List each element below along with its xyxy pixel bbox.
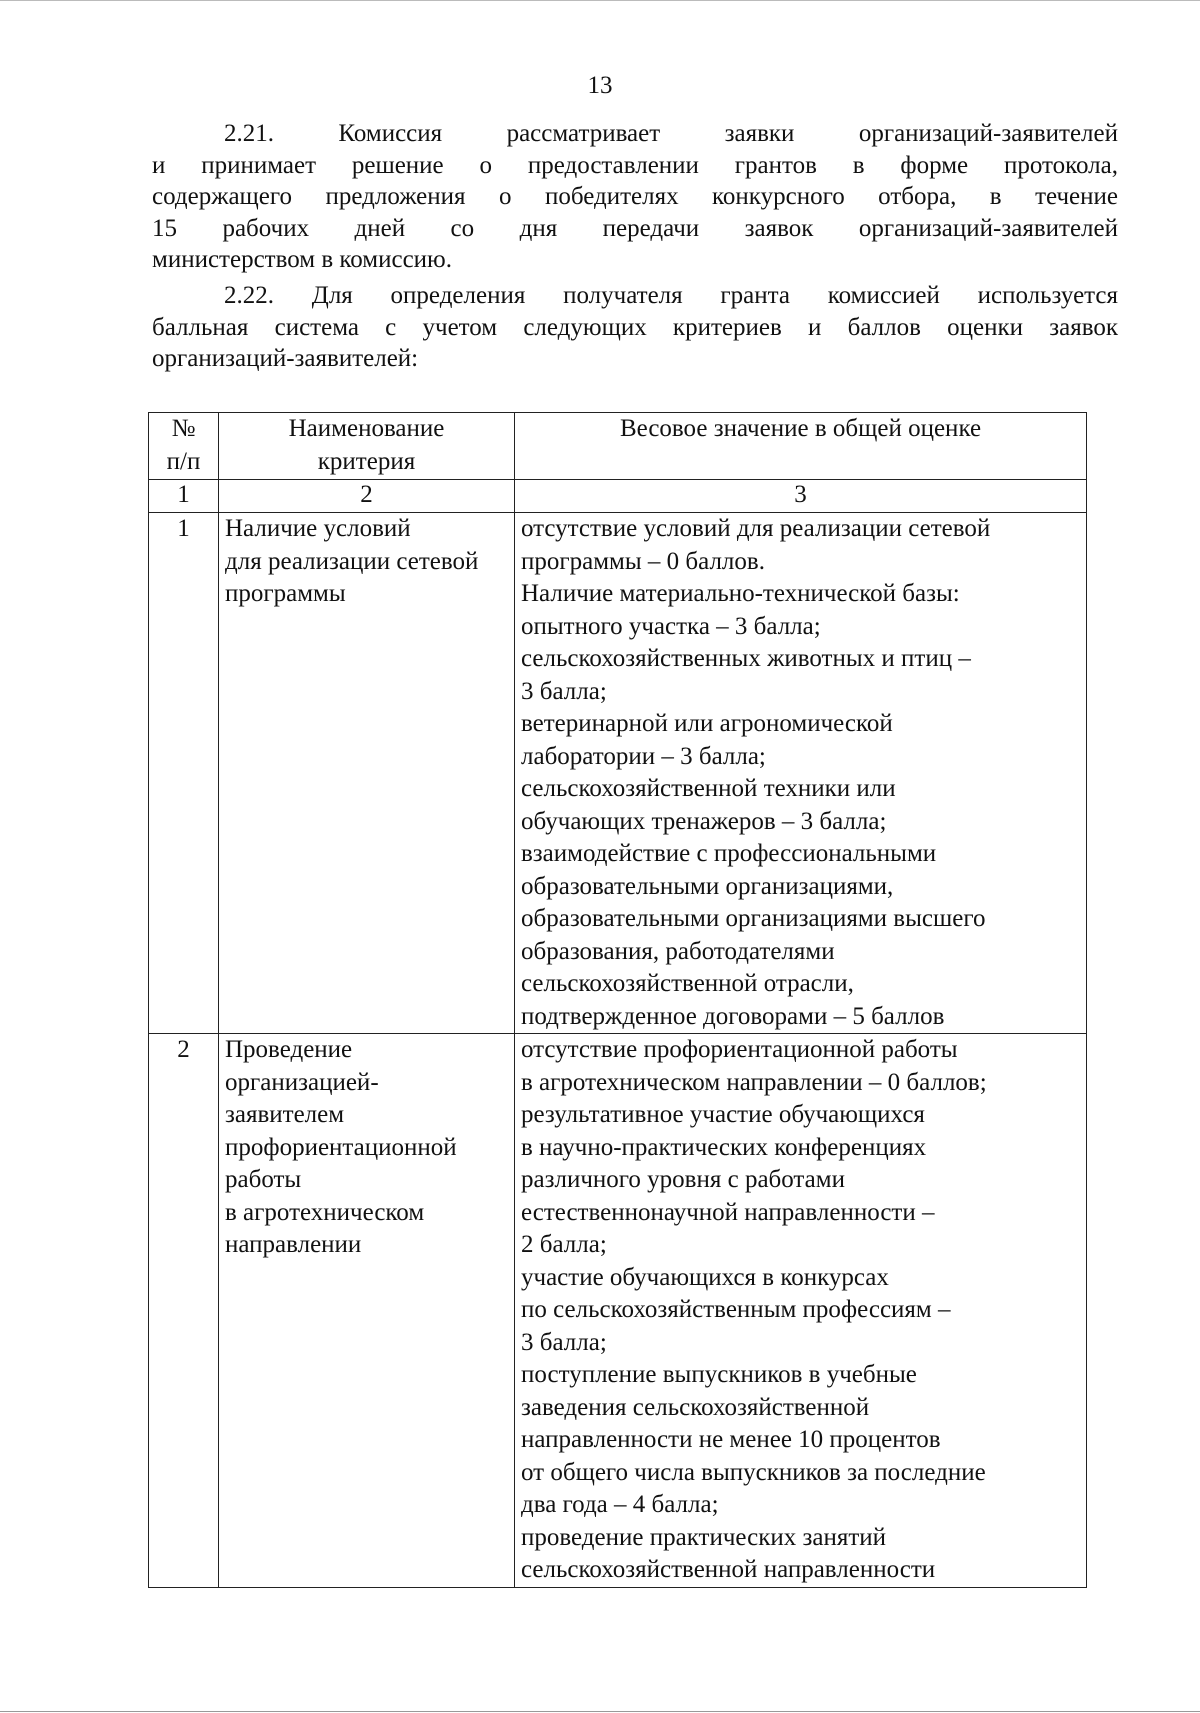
header-number [149,413,219,480]
paragraph-line: балльная система с учетом следующих критериев и баллов оценки заявок [152,313,1118,341]
scan-top-edge [0,0,1200,1]
weight-line: в научно-практических конференциях [521,1133,927,1161]
weight-line: от общего числа выпускников за последние [521,1458,986,1486]
weight-line: проведение практических занятий [521,1523,887,1551]
weight-line: естественнонаучной направленности – [521,1198,935,1226]
criterion-line: Наличие условий [225,515,411,542]
weight-cell [515,1034,1087,1588]
header-line: № [171,415,196,442]
criterion-line: профориентационной [225,1133,457,1161]
table-row [149,513,1087,1034]
column-number-row [149,480,1087,513]
criterion-cell [219,1034,515,1588]
weight-line: направленности не менее 10 процентов [521,1426,941,1453]
criterion-cell [219,513,515,1034]
page-number: 13 [587,72,613,99]
header-line: Наименование [288,415,445,442]
table-header-row [149,413,1087,480]
paragraph-line: организаций-заявителей: [152,345,419,372]
row-number: 2 [149,1034,219,1588]
paragraph-line: министерством в комиссию. [152,246,452,273]
paragraph-2-21 [152,118,1118,276]
column-number: 2 [219,480,515,513]
header-line: Весовое значение в общей оценке [619,415,982,442]
weight-line: по сельскохозяйственным профессиям – [521,1296,951,1323]
weight-line: ветеринарной или агрономической [521,710,893,737]
criterion-line: Проведение [225,1036,353,1063]
weight-line: результативное участие обучающихся [521,1101,925,1128]
weight-line: программы – 0 баллов. [521,547,765,575]
header-line: критерия [317,447,416,475]
weight-line: сельскохозяйственных животных и птиц – [521,645,971,672]
header-weight [515,413,1087,480]
weight-line: сельскохозяйственной техники или [521,775,896,802]
weight-line: лаборатории – 3 балла; [521,742,766,770]
criterion-line: организацией- [225,1068,379,1096]
paragraph-2-22 [152,280,1118,375]
criteria-table [148,412,1087,1588]
criterion-line: программы [225,580,346,607]
scan-bottom-edge [0,1711,1200,1712]
weight-line: участие обучающихся в конкурсах [521,1263,889,1291]
weight-line: 2 балла; [521,1231,607,1258]
weight-line: различного уровня с работами [521,1166,845,1193]
weight-line: поступление выпускников в учебные [521,1361,917,1388]
header-line: п/п [166,447,201,475]
weight-line: Наличие материально-технической базы: [521,580,960,607]
weight-line: образовательными организациями высшего [521,905,986,932]
paragraph-line: содержащего предложения о победителях конкурсного отбора, в течение [152,183,1118,210]
paragraph-line: 15 рабочих дней со дня передачи заявок организаций-заявителей [152,214,1118,242]
table-row [149,1034,1087,1588]
paragraph-line: 2.21. Комиссия рассматривает заявки организаций-заявителей [224,120,1118,147]
weight-line: обучающих тренажеров – 3 балла; [521,807,887,835]
weight-line: образования, работодателями [521,937,835,965]
column-number: 3 [515,480,1087,513]
weight-line: 3 балла; [521,677,607,705]
weight-line: опытного участка – 3 балла; [521,612,821,640]
weight-line: отсутствие профориентационной работы [521,1036,958,1063]
weight-line: 3 балла; [521,1328,607,1356]
criterion-line: работы [225,1166,302,1193]
weight-line: в агротехническом направлении – 0 баллов; [521,1068,987,1096]
weight-line: образовательными организациями, [521,872,894,900]
weight-line: два года – 4 балла; [521,1491,719,1518]
weight-line: отсутствие условий для реализации сетевой [521,515,991,542]
criterion-line: направлении [225,1231,362,1258]
criterion-line: для реализации сетевой [225,547,479,575]
criterion-line: в агротехническом [225,1198,425,1226]
criterion-line: заявителем [225,1101,345,1128]
paragraph-line: 2.22. Для определения получателя гранта комиссией используется [224,282,1118,309]
column-number: 1 [149,480,219,513]
row-number: 1 [149,513,219,1034]
weight-line: сельскохозяйственной отрасли, [521,970,854,997]
weight-line: заведения сельскохозяйственной [521,1393,870,1421]
weight-line: взаимодействие с профессиональными [521,840,937,867]
weight-line: подтвержденное договорами – 5 баллов [521,1002,945,1030]
weight-cell [515,513,1087,1034]
paragraph-line: и принимает решение о предоставлении грантов в форме протокола, [152,151,1118,179]
header-criterion [219,413,515,480]
weight-line: сельскохозяйственной направленности [521,1556,936,1583]
